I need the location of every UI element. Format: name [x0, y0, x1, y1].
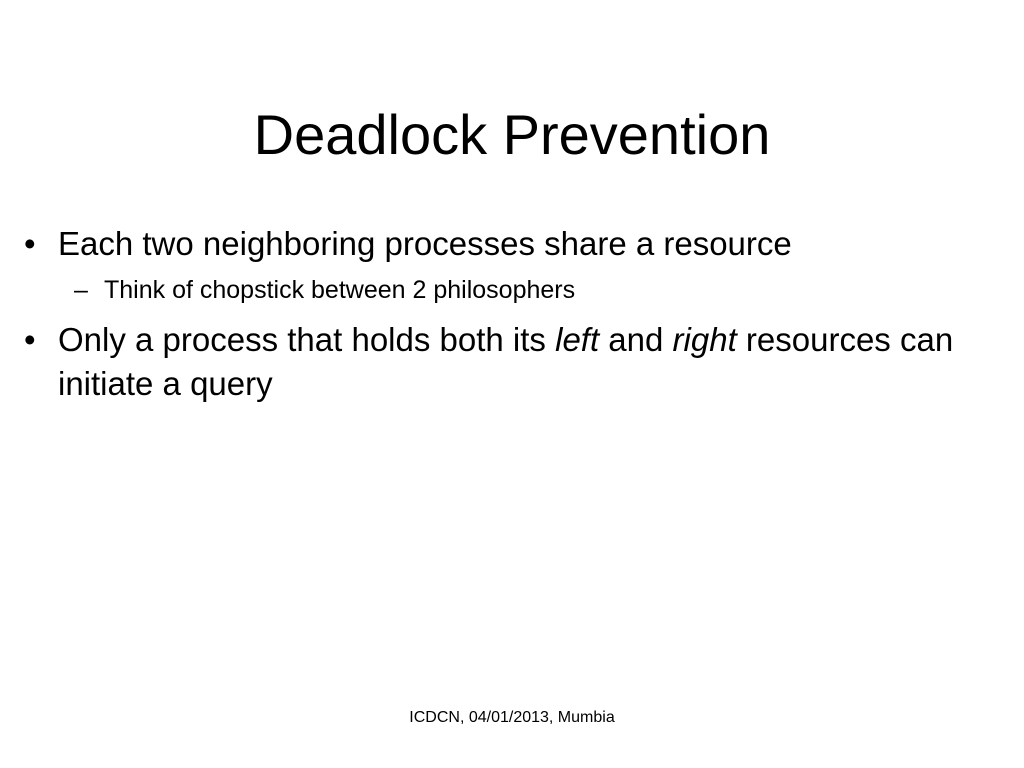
- bullet-emphasis-right: right: [672, 321, 737, 358]
- slide-body: [24, 222, 1004, 406]
- bullet-emphasis-left: left: [555, 321, 600, 358]
- sub-bullet-text: Think of chopstick between 2 philosophers: [104, 276, 576, 304]
- bullet-text: Each two neighboring processes share a resource: [58, 225, 792, 262]
- bullet-item: [24, 318, 1004, 406]
- bullet-marker: •: [24, 321, 36, 358]
- bullet-text-part: resources can initiate a query: [58, 321, 954, 402]
- bullet-item: [24, 222, 1004, 266]
- bullet-text-part: and: [599, 321, 673, 358]
- slide-title: Deadlock Prevention: [253, 103, 771, 166]
- bullet-marker: •: [24, 225, 36, 262]
- bullet-text-part: Only a process that holds both its: [58, 321, 556, 358]
- slide-footer: ICDCN, 04/01/2013, Mumbia: [409, 709, 615, 726]
- sub-bullet-item: [24, 272, 1004, 308]
- sub-bullet-marker: –: [74, 276, 88, 304]
